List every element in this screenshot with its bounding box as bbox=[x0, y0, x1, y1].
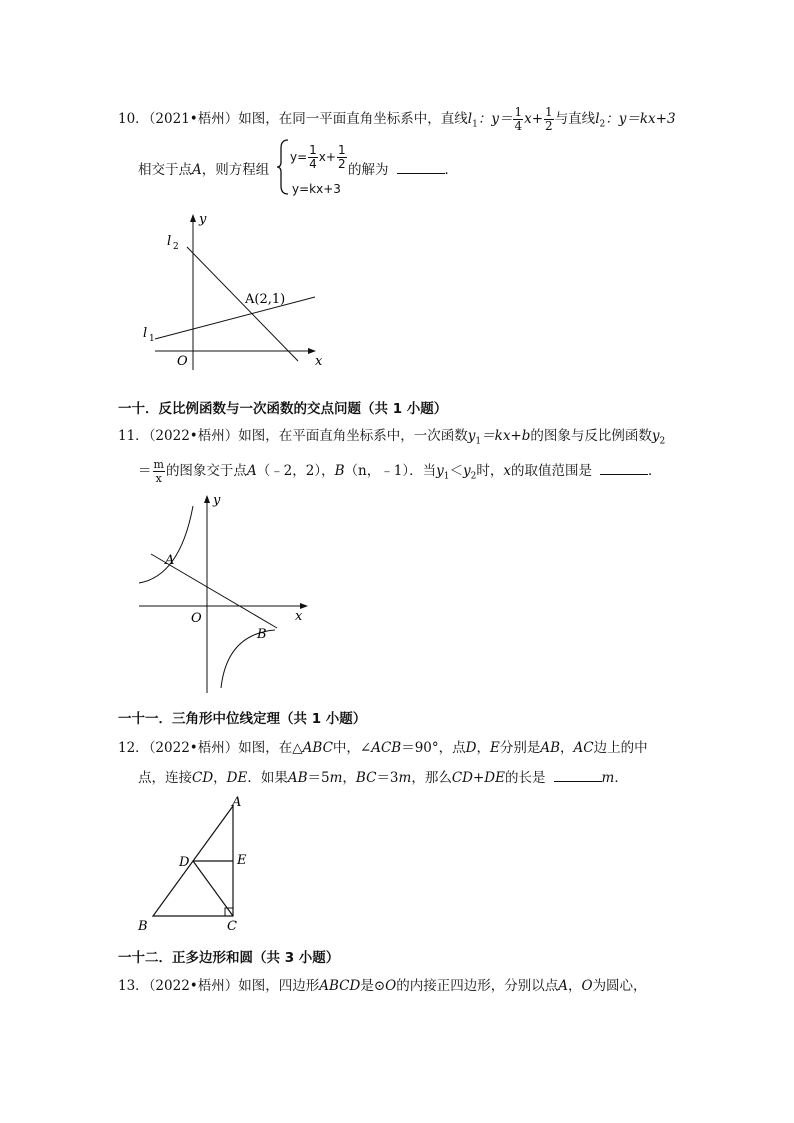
q12-line2d: 的长是 bbox=[505, 770, 546, 786]
sys-frac1 bbox=[308, 144, 318, 171]
frac-num: 1 bbox=[545, 105, 553, 119]
q10-text2: 与直线 bbox=[554, 111, 596, 127]
q11-figure bbox=[135, 488, 315, 698]
q11-y2-sub: 2 bbox=[659, 436, 666, 447]
system-row2: y=kx+3 bbox=[292, 182, 341, 196]
q10-line2c: 的解为 bbox=[348, 162, 389, 178]
q10-text3: ：y＝kx+3 bbox=[605, 111, 676, 127]
line-l1 bbox=[155, 297, 315, 339]
q13-line1 bbox=[118, 976, 647, 996]
q13-text1: 如图，四边形 bbox=[238, 978, 320, 994]
q12-acb: ACB bbox=[371, 740, 402, 756]
q10-line2-end bbox=[348, 160, 458, 180]
system-brace bbox=[276, 138, 290, 196]
q11-text9: 时， bbox=[476, 463, 504, 479]
q11-text3: 的图象与反比例函数 bbox=[530, 428, 652, 444]
q12-eq1: ＝5 bbox=[307, 770, 330, 786]
q12-m1: m bbox=[329, 770, 343, 786]
q10-line1 bbox=[118, 106, 676, 135]
sys-frac2 bbox=[337, 144, 347, 171]
hyperbola-upper bbox=[139, 506, 193, 583]
q13-abcd: ABCD bbox=[319, 978, 361, 994]
point-a-label: A(2,1) bbox=[245, 292, 286, 307]
answer-blank[interactable] bbox=[397, 160, 445, 174]
q12-text5: 分别是 bbox=[499, 740, 541, 756]
y-label: y bbox=[199, 212, 207, 227]
point-d: D bbox=[179, 855, 190, 870]
section-11-title: 一十一．三角形中位线定理（共 1 小题） bbox=[118, 711, 367, 727]
q12-unit: m bbox=[601, 770, 615, 786]
q11-line1 bbox=[118, 426, 665, 452]
frac-den: 2 bbox=[337, 157, 346, 171]
x-label: x bbox=[315, 354, 323, 369]
q12-e: E bbox=[489, 740, 500, 756]
l2-sub: 2 bbox=[599, 119, 606, 130]
q10-figure bbox=[135, 205, 345, 375]
q12-c1: ， bbox=[213, 770, 227, 786]
q13-a: A bbox=[558, 978, 568, 994]
q11-y2b-sub: 2 bbox=[470, 471, 477, 482]
l2-label: l bbox=[595, 111, 600, 127]
q13-source: （2022•梧州） bbox=[148, 978, 239, 994]
q12-line2c: ，那么 bbox=[411, 770, 452, 786]
q10-point: A bbox=[192, 162, 202, 178]
q11-lt: ＜ bbox=[449, 463, 463, 479]
frac-den: x bbox=[155, 472, 162, 485]
q12-text2: 中，∠ bbox=[332, 740, 372, 756]
q11-text1: 如图，在平面直角坐标系中，一次函数 bbox=[238, 428, 468, 444]
q11-end: ． bbox=[647, 463, 662, 479]
q10-line2 bbox=[138, 160, 269, 180]
hyperbola-lower bbox=[221, 630, 275, 688]
q12-d: D bbox=[465, 740, 477, 756]
point-a-label: A bbox=[165, 553, 175, 568]
answer-blank[interactable] bbox=[554, 768, 602, 782]
q11-eq: ＝ bbox=[138, 463, 152, 479]
frac-num: m bbox=[153, 458, 164, 471]
q12-line2a: 点，连接 bbox=[138, 770, 192, 786]
frac-den: 4 bbox=[514, 119, 523, 133]
q11-line2 bbox=[138, 458, 661, 487]
q13-text3: 的内接正四边形，分别以点 bbox=[396, 978, 559, 994]
point-e: E bbox=[237, 853, 247, 868]
q11-y1b-sub: 1 bbox=[443, 471, 450, 482]
q12-cdde: CD+DE bbox=[451, 770, 505, 786]
frac-num: 1 bbox=[309, 143, 317, 157]
q12-c2: ， bbox=[342, 770, 356, 786]
q12-text7: 边上的中 bbox=[593, 740, 648, 756]
section-10-title: 一十．反比例函数与一次函数的交点问题（共 1 小题） bbox=[118, 401, 448, 417]
q12-text1: 如图，在△ bbox=[238, 740, 303, 756]
x-label: x bbox=[295, 609, 303, 624]
q12-end: ． bbox=[614, 770, 628, 786]
q10-line2a: 相交于点 bbox=[138, 162, 192, 178]
q12-text6: ， bbox=[560, 740, 574, 756]
q11-text5: （﹣2，2）， bbox=[256, 463, 335, 479]
q12-line1 bbox=[118, 738, 648, 758]
q12-bc: BC bbox=[355, 770, 377, 786]
q11-y1b: y bbox=[436, 463, 444, 479]
q12-line2 bbox=[138, 768, 628, 788]
origin-label: O bbox=[177, 354, 188, 369]
q12-text4: ， bbox=[476, 740, 490, 756]
q12-figure bbox=[135, 792, 255, 932]
q11-y2: y bbox=[651, 428, 660, 444]
l1-fig-sub: 1 bbox=[149, 334, 155, 344]
frac-den: 4 bbox=[309, 157, 317, 171]
frac-den: 2 bbox=[545, 119, 553, 133]
q11-y1: y bbox=[467, 428, 476, 444]
q12-ac: AC bbox=[573, 740, 594, 756]
q10-number: 10． bbox=[118, 111, 149, 127]
q10-frac1 bbox=[513, 106, 523, 133]
q11-x: x bbox=[503, 463, 511, 479]
q12-source: （2022•梧州） bbox=[148, 740, 239, 756]
q11-text10: 的取值范围是 bbox=[510, 463, 592, 479]
q13-text4: ， bbox=[567, 978, 582, 994]
q12-de: DE bbox=[226, 770, 248, 786]
q12-number: 12． bbox=[118, 740, 149, 756]
q12-eq2: ＝3 bbox=[376, 770, 399, 786]
q10-source: （2021•梧州） bbox=[148, 111, 239, 127]
q12-abc: ABC bbox=[302, 740, 333, 756]
vertex-c: C bbox=[227, 919, 237, 932]
system-row1 bbox=[290, 144, 348, 171]
q12-line2b: ．如果 bbox=[247, 770, 288, 786]
q10-line2b: ，则方程组 bbox=[201, 162, 270, 178]
q12-m2: m bbox=[398, 770, 412, 786]
q10-eq: ：y＝ bbox=[477, 111, 513, 127]
q13-o: O bbox=[385, 978, 397, 994]
q12-ab: AB bbox=[540, 740, 561, 756]
y-label: y bbox=[213, 493, 221, 508]
point-b-label: B bbox=[257, 627, 267, 642]
vertex-b: B bbox=[138, 919, 148, 932]
l2-fig-sub: 2 bbox=[173, 242, 179, 252]
q11-text6: （n，﹣1）．当 bbox=[344, 463, 437, 479]
q13-number: 13． bbox=[118, 978, 149, 994]
frac-num: 1 bbox=[514, 105, 523, 119]
frac-num: 1 bbox=[337, 143, 346, 157]
l1-fig-label: l bbox=[143, 326, 148, 341]
q10-x: x+ bbox=[524, 111, 544, 127]
l1-sub: 1 bbox=[472, 119, 478, 130]
q11-point-b: B bbox=[334, 463, 345, 479]
q12-ab2: AB bbox=[287, 770, 308, 786]
origin-label: O bbox=[191, 611, 202, 626]
q11-y2b: y bbox=[462, 463, 471, 479]
q11-point-a: A bbox=[246, 463, 257, 479]
answer-blank[interactable] bbox=[600, 461, 648, 475]
q11-y1-sub: 1 bbox=[475, 436, 482, 447]
q11-text2: ＝kx+b bbox=[481, 428, 531, 444]
q11-source: （2022•梧州） bbox=[148, 428, 239, 444]
q10-text: 如图，在同一平面直角坐标系中，直线 bbox=[238, 111, 468, 127]
sys-y: y= bbox=[290, 150, 308, 164]
q13-text5: 为圆心， bbox=[592, 978, 647, 994]
q11-text4: 的图象交于点 bbox=[165, 463, 247, 479]
q11-number: 11． bbox=[118, 428, 149, 444]
sys-x: x+ bbox=[318, 150, 336, 164]
q10-frac2 bbox=[544, 106, 554, 133]
q13-text2: 是⊙ bbox=[360, 978, 386, 994]
l1-label: l bbox=[467, 111, 473, 127]
vertex-a: A bbox=[232, 795, 242, 810]
q13-o2: O bbox=[581, 978, 593, 994]
l2-fig-label: l bbox=[167, 234, 172, 249]
q12-text3: ＝90°，点 bbox=[401, 740, 466, 756]
section-12-title: 一十二．正多边形和圆（共 3 小题） bbox=[118, 950, 340, 966]
q11-frac bbox=[153, 458, 165, 485]
q10-end: ． bbox=[444, 162, 458, 178]
q12-cd: CD bbox=[192, 770, 214, 786]
